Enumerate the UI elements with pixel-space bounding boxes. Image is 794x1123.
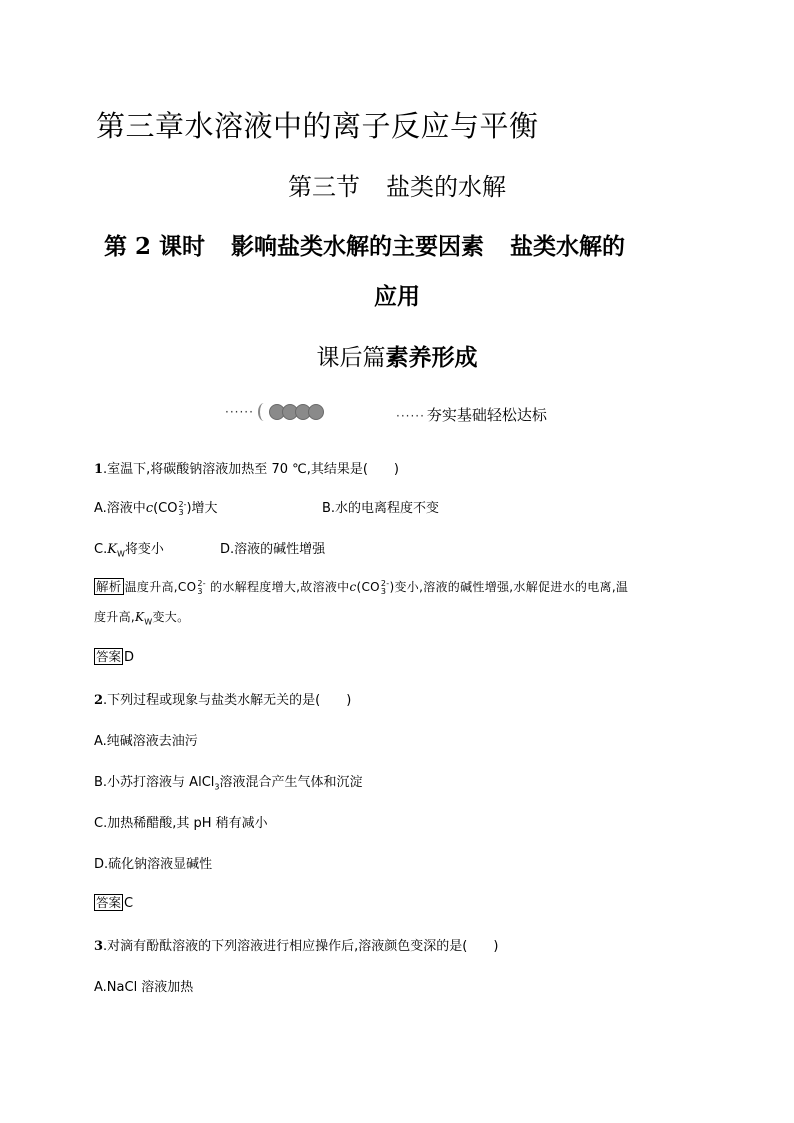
after-class-heading [0, 339, 794, 372]
q3-option-a: A.NaCl 溶液加热 [94, 980, 194, 995]
q1-explanation-line2 [94, 608, 189, 626]
q2-stem-text: .下列过程或现象与盐类水解无关的是( ) [103, 693, 352, 708]
q1-exp-sub: 3 [197, 586, 203, 596]
lesson-number: 第 2 课时 [104, 233, 206, 260]
q1-option-b: B.水的电离程度不变 [322, 501, 440, 516]
q3-stem-text: .对滴有酚酞溶液的下列溶液进行相应操作后,溶液颜色变深的是( ) [103, 939, 499, 954]
q1-answer [94, 648, 134, 665]
q1-c-prefix: C. [94, 542, 108, 557]
q1-c-k: K [107, 542, 117, 557]
divider-label [396, 404, 547, 425]
q2-option-b [94, 771, 363, 792]
q1-stem-text: .室温下,将碳酸钠溶液加热至 70 ℃,其结果是( ) [103, 462, 399, 477]
q1-c-w: W [116, 549, 125, 559]
q1-option-a [94, 497, 218, 517]
q1-exp-l2-suffix: 变大。 [152, 610, 190, 624]
q2-number: 2 [94, 693, 104, 708]
q2-option-c: C.加热稀醋酸,其 pH 稍有减小 [94, 816, 268, 831]
q1-stem [94, 458, 399, 477]
q2-option-d: D.硫化钠溶液显碱性 [94, 857, 213, 872]
q1-option-d: D.溶液的碱性增强 [220, 542, 326, 557]
q1-a-close: )增大 [186, 501, 218, 516]
after-class-bold: 素养形成 [385, 345, 478, 371]
divider-balls [225, 400, 324, 424]
explanation-tag: 解析 [96, 579, 122, 594]
q1-a-c: c [145, 501, 154, 516]
q1-exp-w: W [144, 617, 153, 627]
lesson-topic: 影响盐类水解的主要因素 [231, 233, 485, 260]
q1-explanation-line1: 解析 温度升高,CO 2- 3 的水解程度增大,故溶液中c(CO 2- 3 )变小,溶液的碱性增强,水解促进水的电离,温 [96, 578, 629, 596]
q2-b-prefix: B.小苏打溶液与 AlCl [94, 775, 215, 790]
q2-option-a: A.纯碱溶液去油污 [94, 734, 198, 749]
section-title [0, 167, 794, 202]
divider-label-text: 夯实基础轻松达标 [426, 406, 547, 424]
q1-exp-sup2: 2- [380, 578, 390, 588]
lesson-topic-2: 盐类水解的 [510, 233, 626, 260]
q1-exp-charge2 [381, 580, 390, 596]
q1-exp-sup: 2- [197, 578, 206, 588]
level-icon [258, 403, 324, 421]
section-number: 第三节 [288, 173, 360, 201]
q2-answer [94, 894, 133, 911]
q2-stem [94, 689, 351, 708]
divider-right-dots: ······ [396, 409, 425, 423]
q3-number: 3 [94, 939, 104, 954]
q1-exp-co: (CO [356, 580, 380, 594]
q2-answer-value: C [124, 896, 134, 911]
q1-a-co: (CO [153, 501, 178, 516]
q2-b-sub: 3 [214, 782, 220, 792]
q1-a-sub: 3 [178, 507, 184, 517]
after-class-prefix: 课后篇 [316, 345, 386, 371]
q1-exp-k: K [135, 610, 145, 624]
q1-a-prefix: A.溶液中 [94, 501, 146, 516]
q1-exp-p1: 温度升高,CO [124, 580, 197, 594]
q1-number: 1 [94, 462, 104, 477]
q3-stem [94, 935, 498, 954]
lesson-title-line2: 应用 [374, 283, 420, 310]
q1-exp-c: c [349, 580, 357, 594]
q2-b-suffix: 溶液混合产生气体和沉淀 [219, 775, 363, 790]
section-name: 盐类的水解 [386, 173, 506, 201]
q1-c-suffix: 将变小 [124, 542, 164, 557]
q1-a-sup: 2- [178, 499, 187, 509]
answer-tag: 答案 [96, 649, 122, 664]
q1-exp-charge [197, 580, 206, 596]
ball-icon [308, 404, 324, 420]
q1-exp-p3: 变小,溶液的碱性增强,水解促进水的电离,温 [394, 580, 629, 594]
divider-left-dots: ······ [225, 405, 254, 419]
q1-answer-value: D [124, 650, 135, 665]
chapter-title: 第三章水溶液中的离子反应与平衡 [96, 109, 539, 143]
q1-exp-l2-prefix: 度升高, [94, 610, 136, 624]
q1-option-c [94, 538, 164, 559]
answer-tag: 答案 [96, 895, 122, 910]
q1-exp-p2: 的水解程度增大,故溶液中 [210, 580, 350, 594]
lesson-title-line1 [104, 228, 625, 261]
q1-exp-sub2: 3 [380, 586, 387, 596]
